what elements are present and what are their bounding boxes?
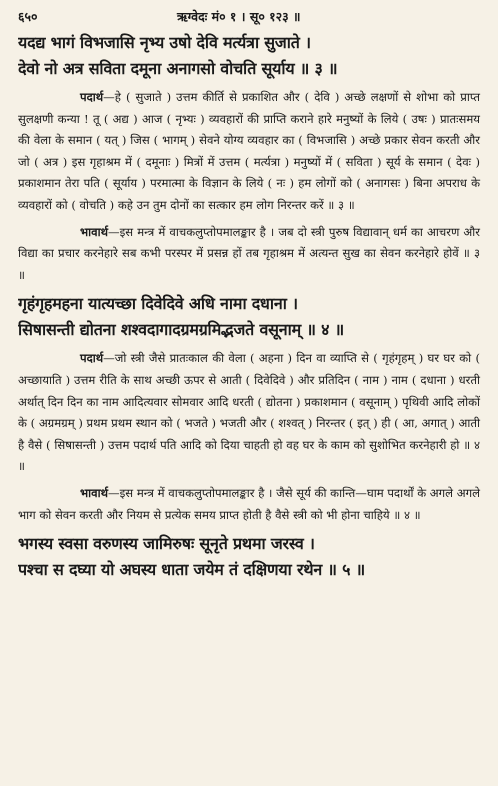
mantra-line: भगस्य स्वसा वरुणस्य जामिरुषः सूनृते प्रथमा जरस्व ।	[18, 534, 315, 554]
running-title: ऋग्वेदः मं० १ । सू० १२३ ॥	[176, 9, 301, 24]
mantra-line: सिषासन्ती द्योतना शश्वदागादग्रमग्रमिद्भजते वसूनाम् ॥ ४ ॥	[18, 320, 344, 340]
padartha-label: पदार्थ	[80, 351, 104, 366]
page-header	[18, 8, 480, 30]
padartha-text: —हे ( सुजाते ) उत्तम कीर्ति से प्रकाशित और ( देवि ) अच्छे लक्षणों से शोभा को प्राप्त सुलक्षणी कन्या ! तू ( अद्य ) आज ( नृभ्यः ) व्यवहारों की प्राप्ति कराने हारे मनुष्यों के लिये ( उषः ) प्रातःसमय की वेला के समान ( यत् ) जिस ( भागम् ) सेवने योग्य व्यवहार का ( विभजासि ) अच्छे प्रकार सेवन करती और जो ( अत्र ) इस गृहाश्रम में ( दमूनाः ) मित्रों में उत्तम ( मर्त्यत्रा ) मनुष्यों में ( सविता ) सूर्य के समान ( देवः ) प्रकाशमान तेरा पति ( सूर्याय ) परमात्मा के विज्ञान के लिये ( नः ) हम लोगों को ( अनागसः ) बिना अपराध के व्यवहारों को ( वोचति ) कहे उन तुम दोनों का सत्कार हम लोग निरन्तर करें ॥ ३ ॥	[18, 90, 480, 212]
mantra-line: देवो नो अत्र सविता दमूना अनागसो वोचति सूर्याय ॥ ३ ॥	[18, 59, 338, 78]
padartha-paragraph	[18, 348, 480, 478]
padartha-paragraph	[18, 87, 480, 217]
page-number: ६५०	[18, 9, 38, 24]
mantra-line: यदद्य भागं विभजासि नृभ्य उषो देवि मर्त्यत्रा सुजाते ।	[18, 33, 311, 52]
mantra-line: गृहंगृहमहना यात्यच्छा दिवेदिवे अधि नामा दधाना ।	[18, 294, 298, 314]
padartha-label: पदार्थ	[80, 90, 104, 104]
mantra-line: पश्चा स दघ्या यो अघस्य धाता जयेम तं दक्षिणया रथेन ॥ ५ ॥	[18, 560, 366, 580]
bhavartha-paragraph	[18, 222, 480, 287]
bhavartha-label: भावार्थ	[80, 485, 109, 500]
bhavartha-text: —इस मन्त्र में वाचकलुप्तोपमालङ्कार है । जब दो स्त्री पुरुष विद्यावान् धर्म का आचरण और विद्या का प्रचार करनेहारे सब कभी परस्पर में प्रसन्न हों तब गृहाश्रम में अत्यन्त सुख का सेवन करनेहारे होवें ॥ ३ ॥	[18, 224, 480, 282]
bhavartha-text: —इस मन्त्र में वाचकलुप्तोपमालङ्कार है । जैसे सूर्य की कान्ति—घाम पदार्थों के अगले अगले भाग को सेवन करती और नियम से प्रत्येक समय प्राप्त होती है वैसे स्त्री को भी होना चाहिये ॥ ४ ॥	[18, 485, 480, 522]
bhavartha-label: भावार्थ	[80, 224, 109, 239]
bhavartha-paragraph	[18, 483, 480, 526]
padartha-text: —जो स्त्री जैसे प्रातःकाल की वेला ( अहना ) दिन वा व्याप्ति से ( गृहंगृहम् ) घर घर को ( अच्छायाति ) उत्तम रीति के साथ अच्छी ऊपर से आती ( दिवेदिवे ) और प्रतिदिन ( नाम ) नाम ( दधाना ) धरती अर्थात् दिन दिन का नाम आदित्यवार सोमवार आदि धरती ( द्योतना ) प्रकाशमान ( वसूनाम् ) पृथिवी आदि लोकों के ( अग्रमग्रम् ) प्रथम प्रथम स्थान को ( भजते ) भजती और ( शश्वत् ) निरन्तर ( इत् ) ही ( आ, अगात् ) आती है वैसे ( सिषासन्ती ) उत्तम पदार्थ पति आदि को दिया चाहती हो वह घर के काम को सुशोभित करनेहारी हो ॥ ४ ॥	[18, 351, 480, 474]
